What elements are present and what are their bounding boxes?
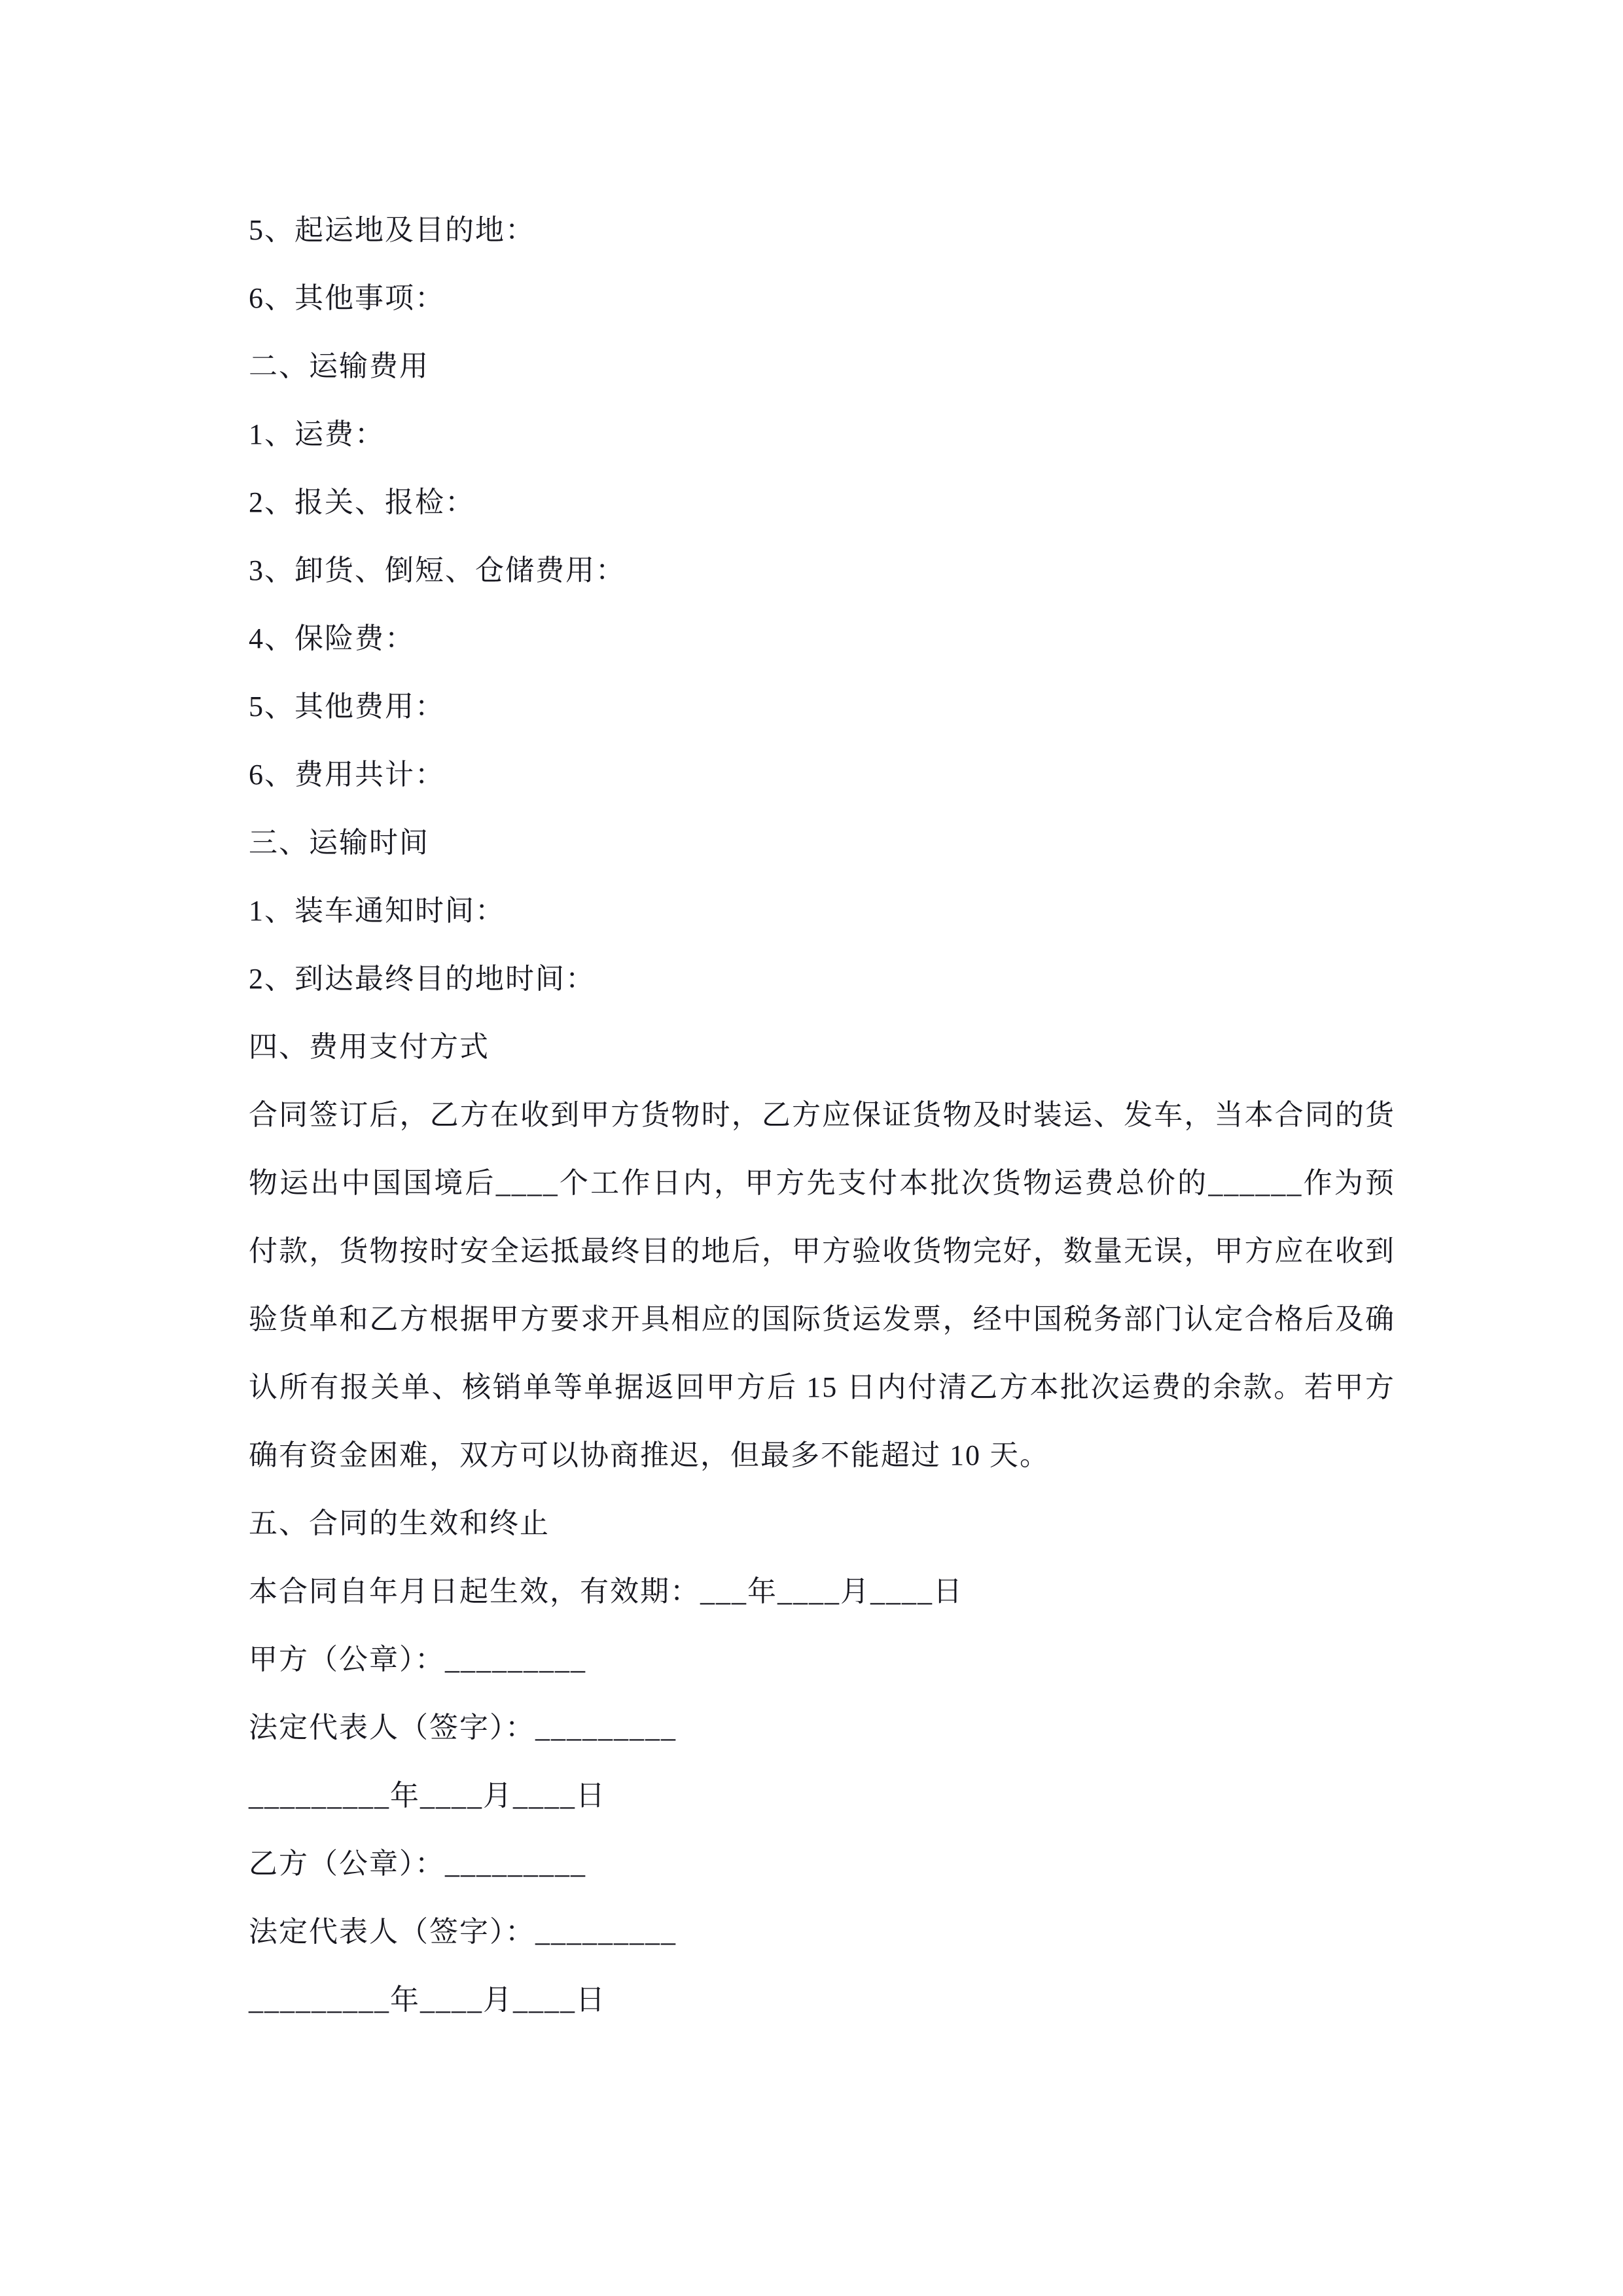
line-customs-inspection: 2、报关、报检：: [249, 486, 475, 518]
line-effective-date: 本合同自年月日起生效，有效期：___年____月____日: [249, 1575, 963, 1607]
payment-terms-paragraph: 合同签订后，乙方在收到甲方货物时，乙方应保证货物及时装运、发车，当本合同的货物运出中国国境后____个工作日内，甲方先支付本批次货物运费总价的______作为预付款，货物按时安全运抵最终目的地后，甲方验收货物完好，数量无误，甲方应在收到验货单和乙方根据甲方要求开具相应的国际货运发票，经中国税务部门认定合格后及确认所有报关单、核销单等单据返回甲方后 15 日内付清乙方本批次运费的余款。若甲方确有资金困难，双方可以协商推迟，但最多不能超过 10 天。: [249, 1099, 1395, 1471]
line-unloading-storage: 3、卸货、倒短、仓储费用：: [249, 554, 626, 586]
line-other-matters: 6、其他事项：: [249, 282, 445, 314]
line-party-b-date: _________年____月____日: [249, 1984, 606, 2016]
line-arrival-time: 2、到达最终目的地时间：: [249, 963, 596, 995]
line-party-a-date: _________年____月____日: [249, 1780, 606, 1812]
line-freight-fee: 1、运费：: [249, 418, 385, 450]
line-party-b-seal: 乙方（公章）：_________: [249, 1848, 586, 1880]
line-party-a-seal: 甲方（公章）：_________: [249, 1643, 586, 1676]
line-origin-destination: 5、起运地及目的地：: [249, 214, 535, 246]
line-party-a-representative: 法定代表人（签字）：_________: [249, 1712, 677, 1744]
line-insurance-fee: 4、保险费：: [249, 622, 415, 655]
line-loading-notice-time: 1、装车通知时间：: [249, 895, 505, 927]
line-total-fees: 6、费用共计：: [249, 759, 445, 791]
line-other-fees: 5、其他费用：: [249, 691, 445, 723]
heading-transport-time: 三、运输时间: [249, 827, 429, 859]
heading-effect-termination: 五、合同的生效和终止: [249, 1507, 550, 1539]
heading-transport-fees: 二、运输费用: [249, 350, 429, 382]
heading-payment-method: 四、费用支付方式: [249, 1031, 490, 1063]
line-party-b-representative: 法定代表人（签字）：_________: [249, 1916, 677, 1948]
